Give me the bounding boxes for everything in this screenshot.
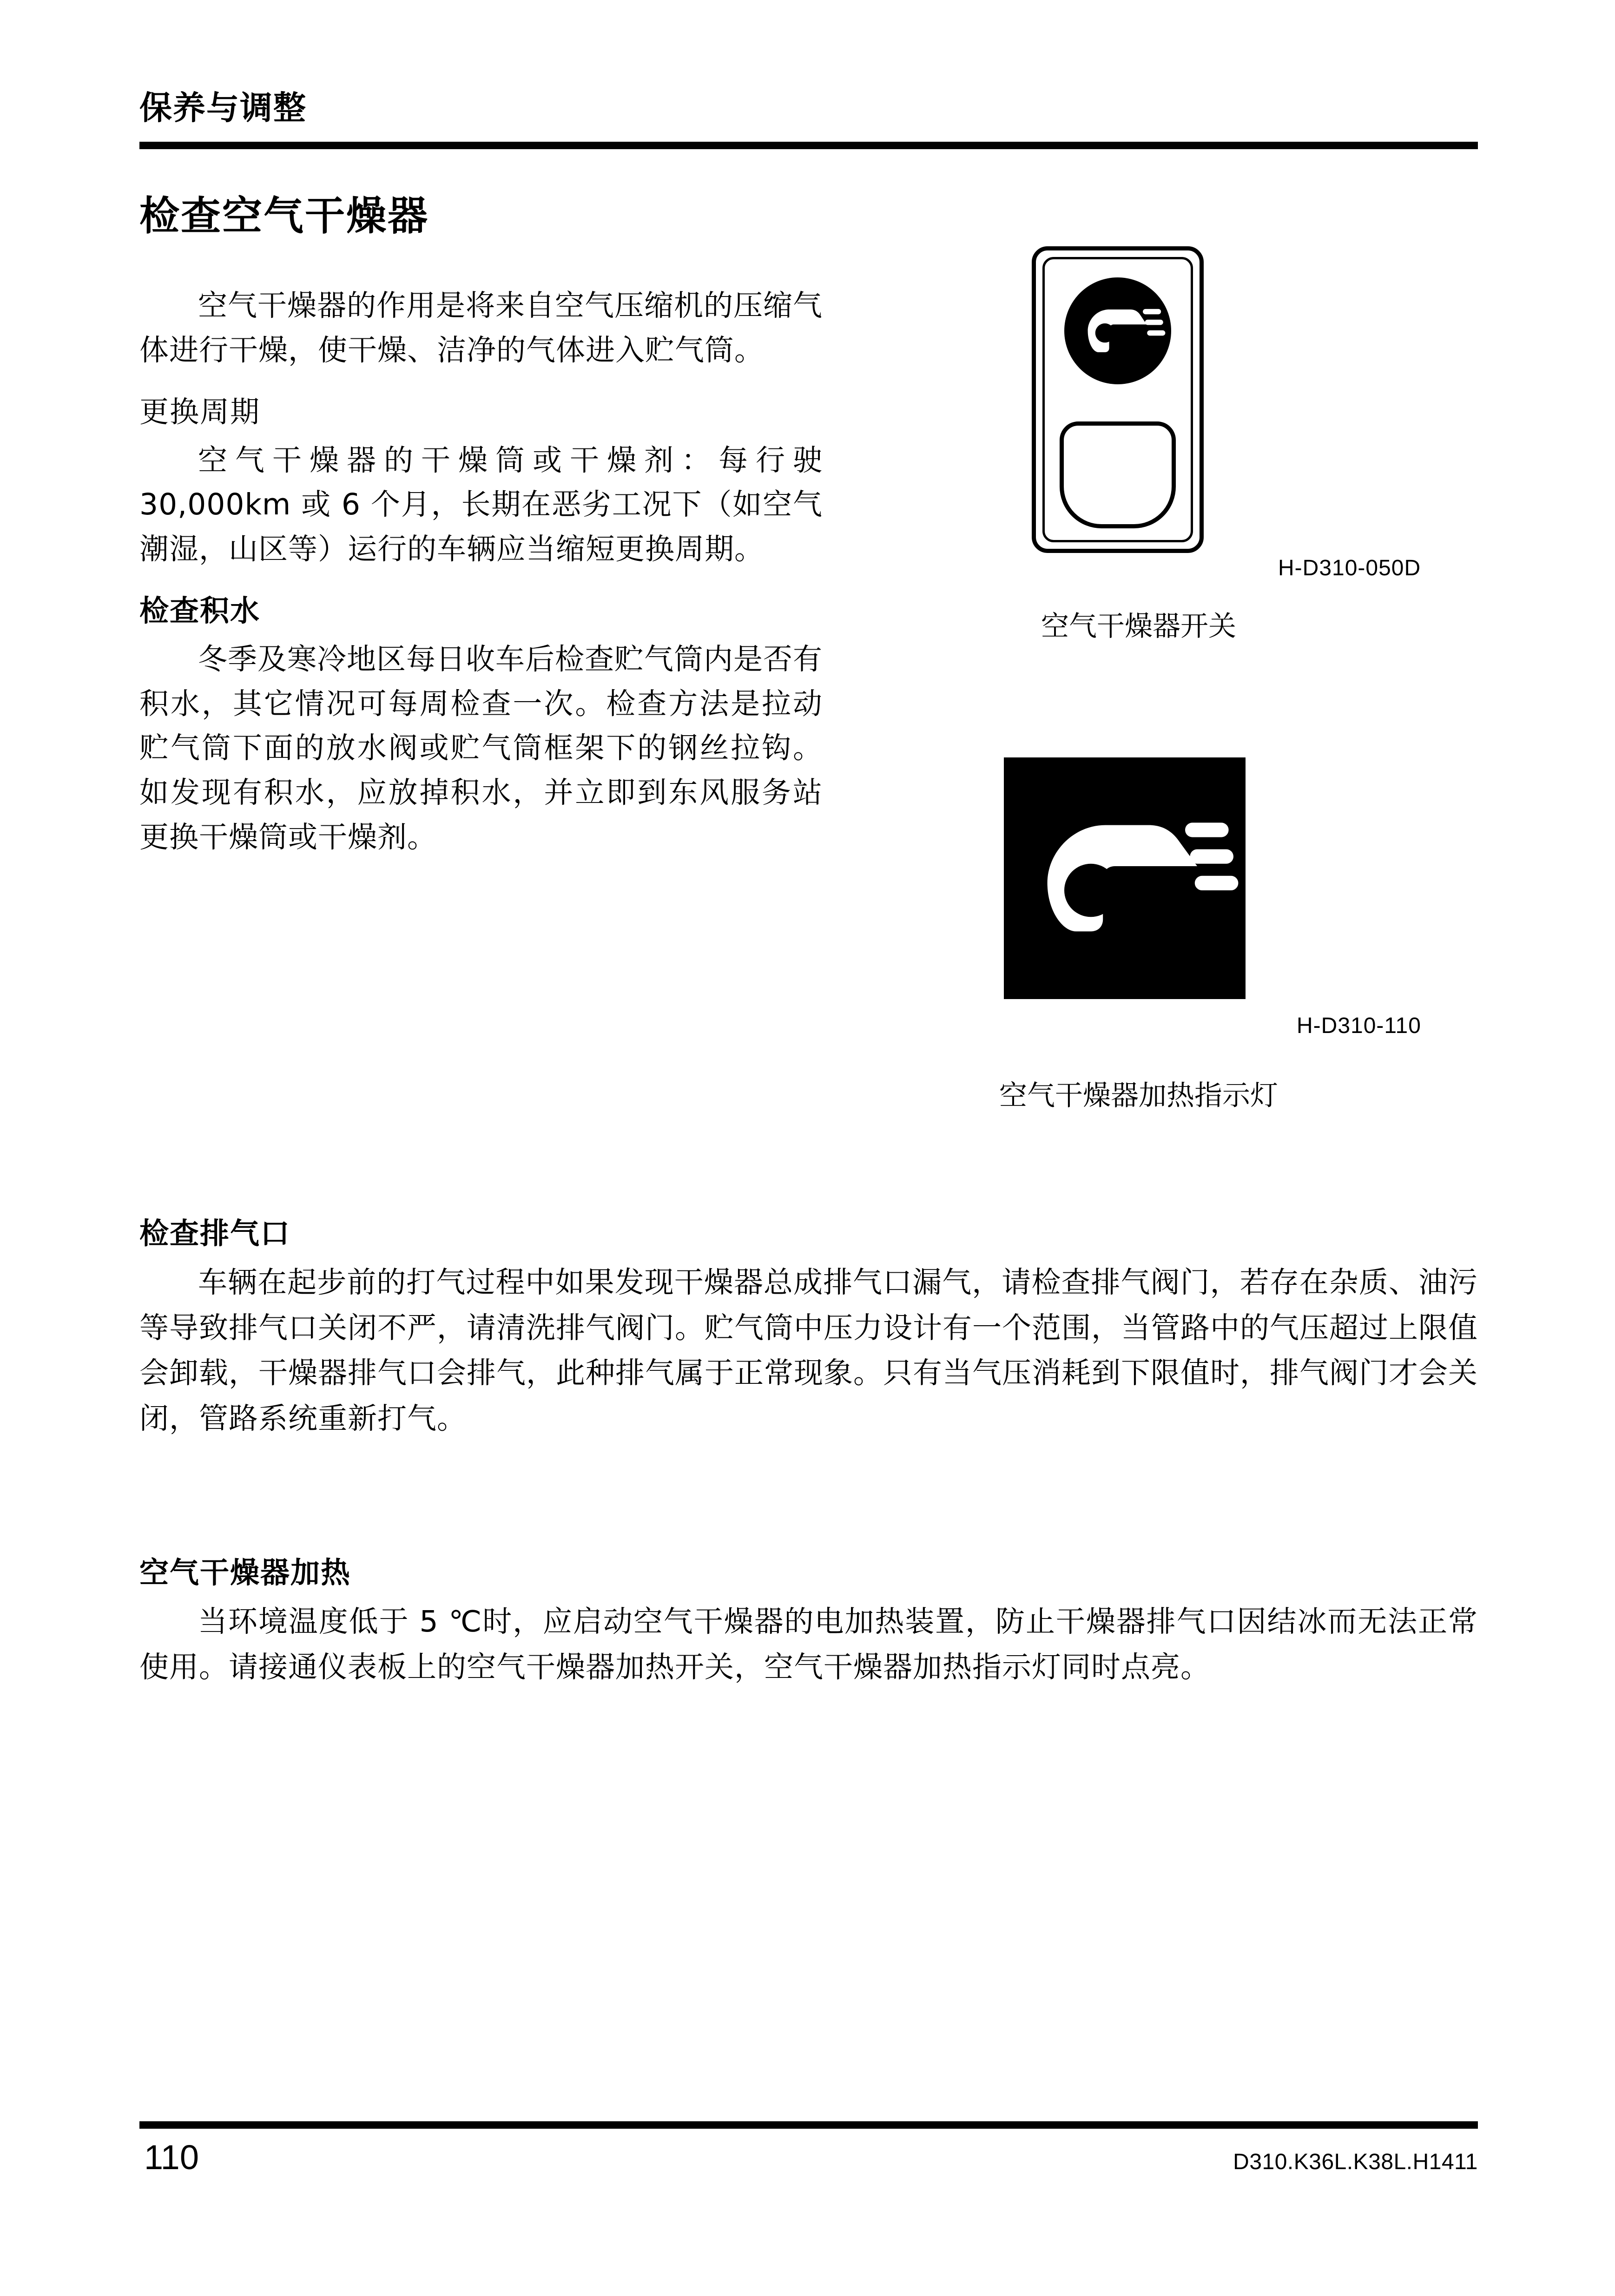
heating-paragraph: 当环境温度低于 5 ℃时，应启动空气干燥器的电加热装置，防止干燥器排气口因结冰而无法正常使用。请接通仪表板上的空气干燥器加热开关，空气干燥器加热指示灯同时点亮。 <box>139 1605 1478 1684</box>
check-exhaust-paragraph: 车辆在起步前的打气过程中如果发现干燥器总成排气口漏气，请检查排气阀门，若存在杂质、油污等导致排气口关闭不严，请清洗排气阀门。贮气筒中压力设计有一个范围，当管路中的气压超过上限值会卸载，干燥器排气口会排气，此种排气属于正常现象。只有当气压消耗到下限值时，排气阀门才会关闭，管路系统重新打气。 <box>139 1265 1478 1435</box>
check-water-paragraph: 冬季及寒冷地区每日收车后检查贮气筒内是否有积水，其它情况可每周检查一次。检查方法是拉动贮气筒下面的放水阀或贮气筒框架下的钢丝拉钩。如发现有积水，应放掉积水，并立即到东风服务站更换干燥筒或干燥剂。 <box>139 642 823 854</box>
air-dryer-switch-icon <box>1064 277 1171 384</box>
header-divider <box>139 142 1478 149</box>
figure-1-code: H-D310-050D <box>1278 556 1421 580</box>
figure-air-dryer-heater-indicator <box>1004 757 1246 999</box>
subheading-replace-cycle: 更换周期 <box>139 395 260 429</box>
page-title: 检查空气干燥器 <box>139 193 429 239</box>
replace-cycle-paragraph: 空气干燥器的干燥筒或干燥剂：每行驶 30,000km 或 6 个月，长期在恶劣工况下（如空气潮湿，山区等）运行的车辆应当缩短更换周期。 <box>139 443 823 566</box>
left-column <box>139 283 823 873</box>
section-check-exhaust <box>139 1194 1478 1454</box>
header-title: 保养与调整 <box>139 89 307 127</box>
air-dryer-heater-indicator-icon <box>1004 757 1246 999</box>
intro-paragraph: 空气干燥器的作用是将来自空气压缩机的压缩气体进行干燥，使干燥、洁净的气体进入贮气筒。 <box>139 289 823 367</box>
subheading-check-water: 检查积水 <box>139 593 260 628</box>
subheading-check-exhaust: 检查排气口 <box>139 1217 290 1250</box>
figure-air-dryer-switch <box>1032 246 1218 553</box>
figure-1-caption: 空气干燥器开关 <box>1041 610 1236 643</box>
switch-body-outline <box>1032 246 1204 553</box>
whistle-glyph-small <box>1064 277 1171 384</box>
subheading-heating: 空气干燥器加热 <box>139 1556 351 1590</box>
page-header <box>139 88 1478 127</box>
switch-rocker <box>1060 421 1176 528</box>
section-air-dryer-heating <box>139 1533 1478 1703</box>
figure-2-caption: 空气干燥器加热指示灯 <box>999 1079 1278 1112</box>
figure-2-code: H-D310-110 <box>1297 1013 1421 1038</box>
footer-divider <box>139 2121 1478 2129</box>
page-number: 110 <box>144 2138 199 2177</box>
document-code: D310.K36L.K38L.H1411 <box>1233 2150 1478 2174</box>
